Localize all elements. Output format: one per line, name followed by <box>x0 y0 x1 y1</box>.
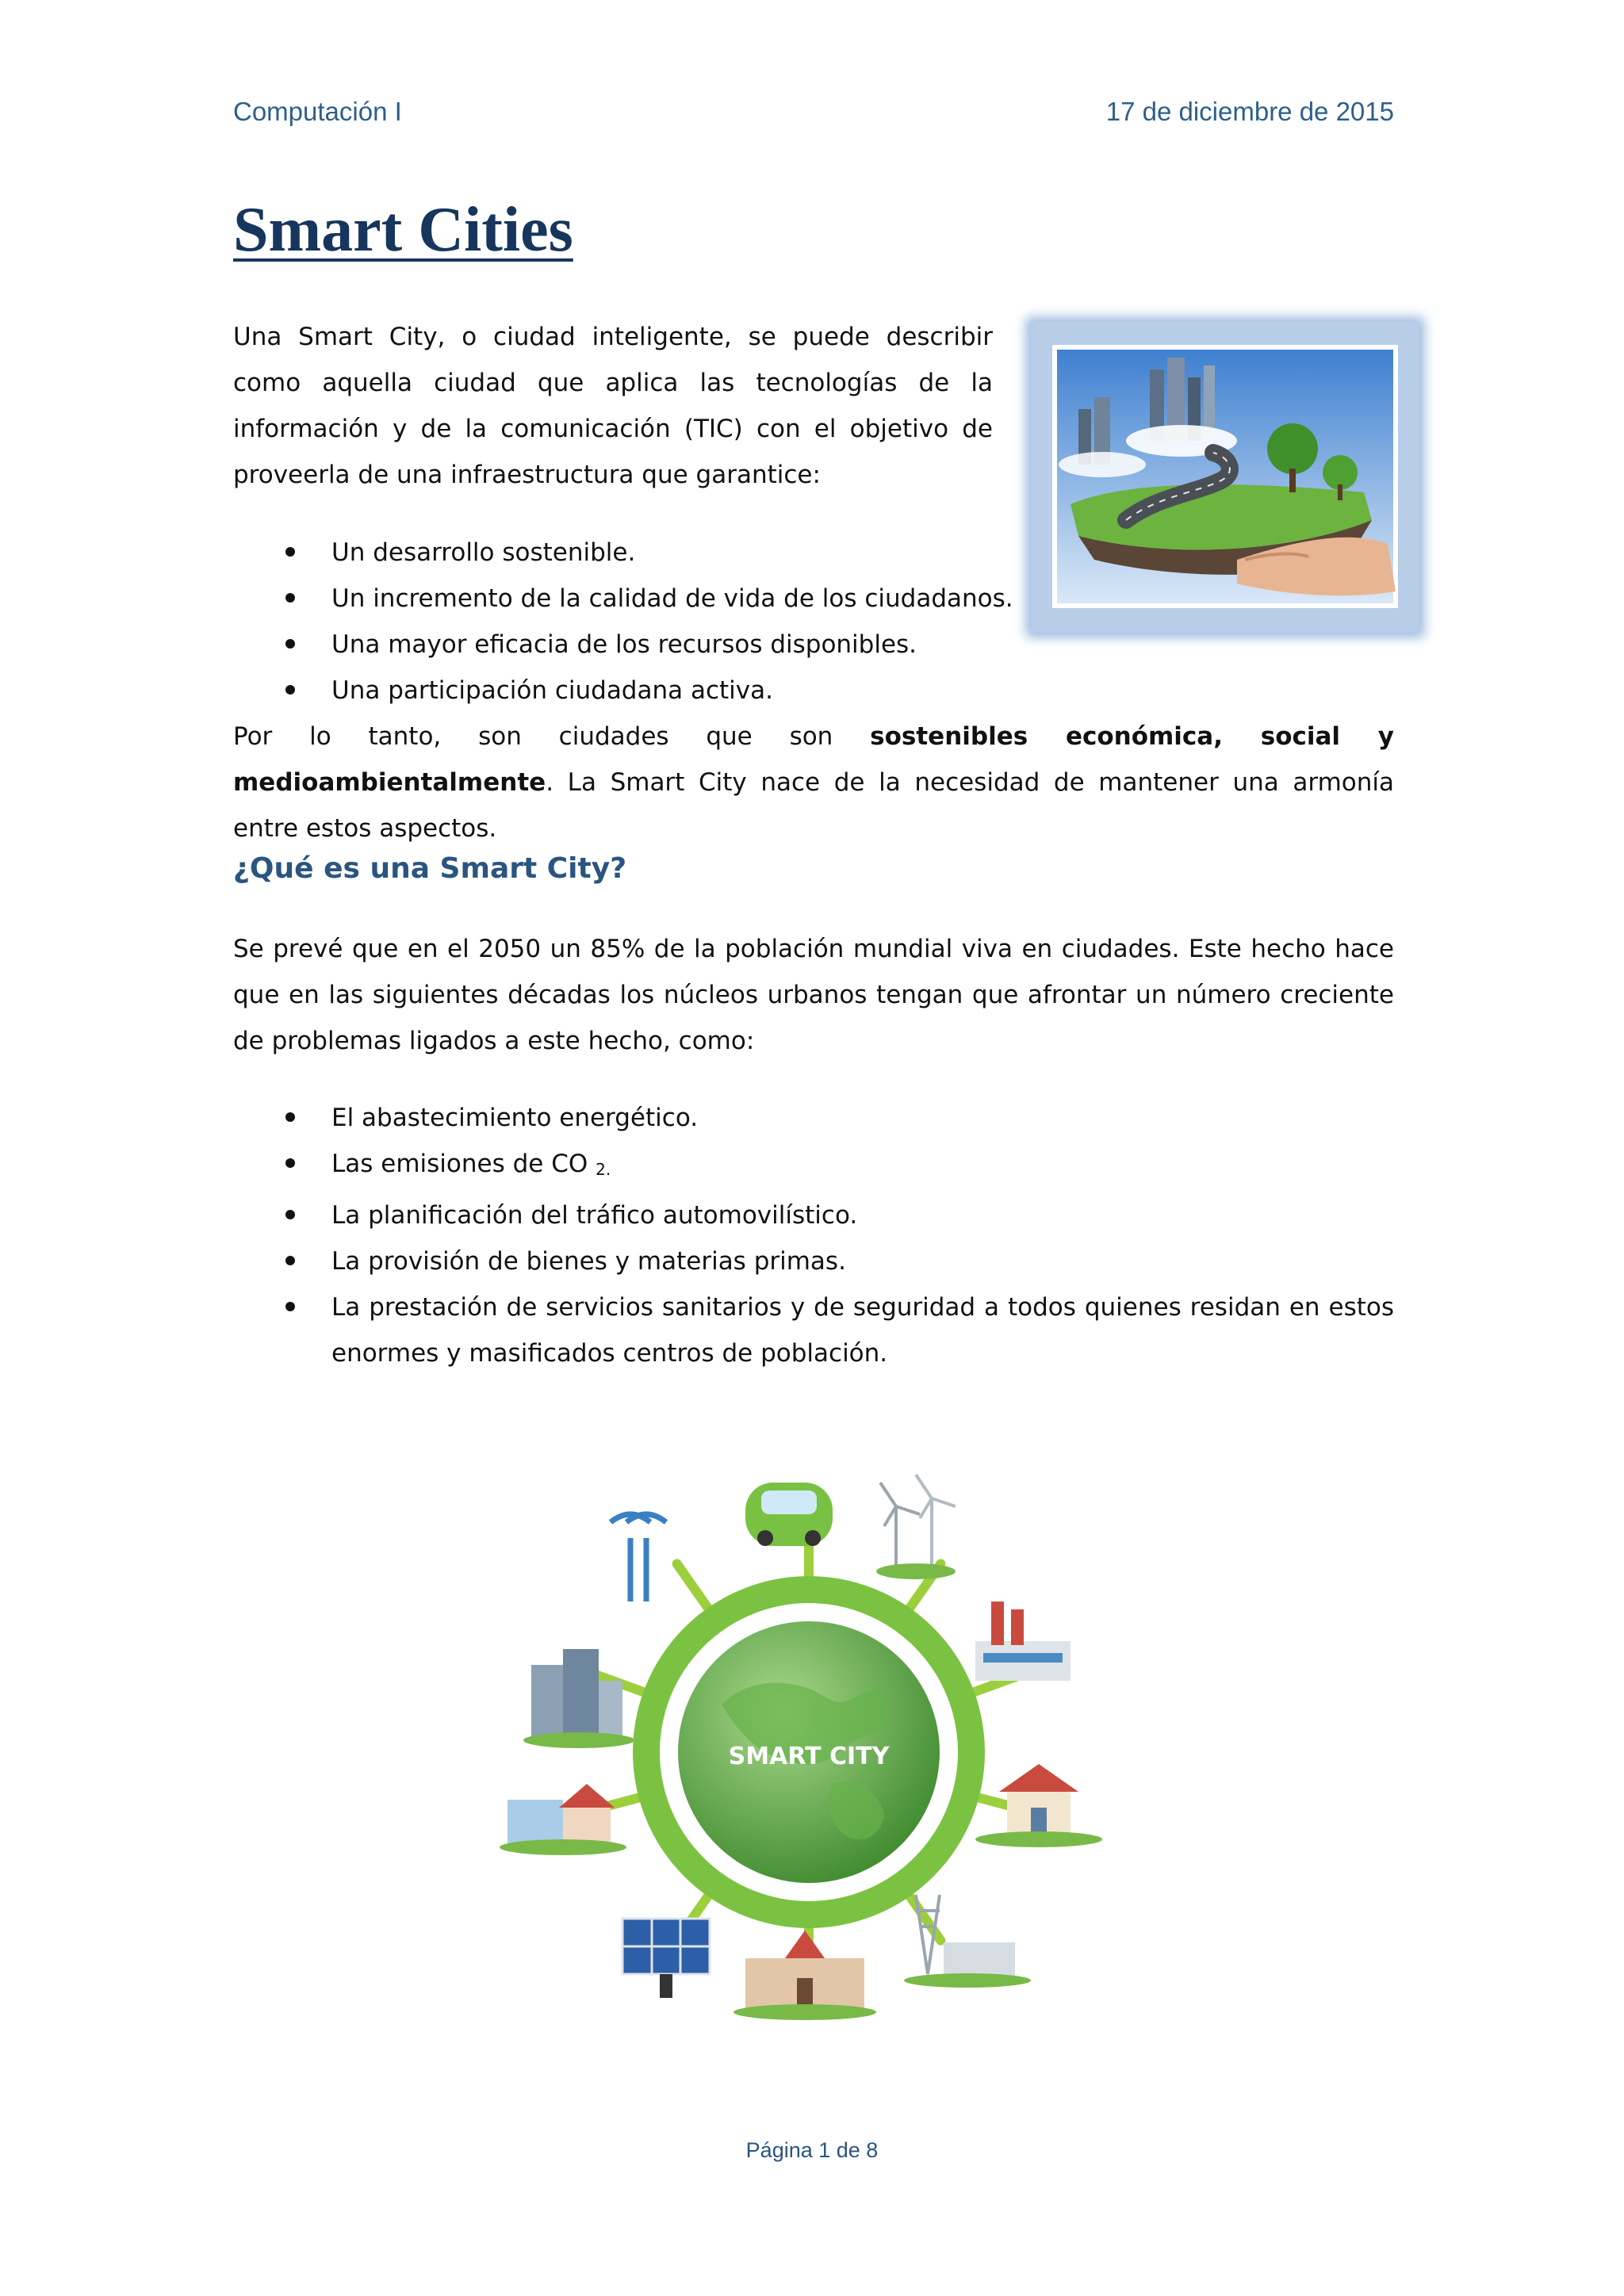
office-buildings-icon <box>523 1649 634 1748</box>
sustainability-paragraph: Por lo tanto, son ciudades que son sostenibles económica, social y medioambientalmente. La Smart City nace de la necesidad de mantener una armonía entre estos aspectos. <box>233 722 1395 843</box>
street-lamp-icon <box>611 1514 666 1601</box>
problems-list <box>233 1095 1394 1376</box>
bullet-icon <box>285 1302 295 1311</box>
list-item: Una mayor eficacia de los recursos disponibles. <box>233 622 1026 668</box>
bullet-icon <box>285 685 295 695</box>
section-heading: ¿Qué es una Smart City? <box>233 852 627 885</box>
smart-city-diagram <box>484 1451 1134 2038</box>
document-title: Smart Cities <box>233 195 573 265</box>
electric-car-icon <box>745 1483 833 1546</box>
smart-city-wheel <box>484 1451 1134 2038</box>
factory-icon <box>975 1601 1071 1681</box>
bullet-icon <box>285 547 295 557</box>
globe-label: SMART CITY <box>728 1743 890 1770</box>
header-course: Computación I <box>233 97 402 126</box>
page-header <box>233 97 1394 136</box>
shops-icon <box>500 1784 626 1855</box>
list-item: La planificación del tráfico automovilístico. <box>233 1192 1394 1238</box>
header-date: 17 de diciembre de 2015 <box>1105 97 1394 126</box>
school-building-icon <box>733 1931 876 2020</box>
smart-city-hand-photo <box>1031 322 1419 633</box>
bullet-icon <box>285 593 295 603</box>
subscript: 2. <box>596 1160 611 1179</box>
list-item: Las emisiones de CO $_{2.}$ <box>233 1141 1394 1192</box>
page-footer: Página 1 de 8 <box>745 2138 879 2162</box>
list-item: La provisión de bienes y materias primas. <box>233 1238 1394 1284</box>
solar-panel-icon <box>622 1919 710 1998</box>
bullet-icon <box>285 639 295 649</box>
list-item: Un incremento de la calidad de vida de los ciudadanos. <box>233 576 1026 622</box>
list-item: El abastecimiento energético. <box>233 1095 1394 1141</box>
bullet-icon <box>285 1158 295 1168</box>
bullet-icon <box>285 1112 295 1122</box>
hand-city-illustration <box>1031 322 1419 633</box>
bullet-icon <box>285 1256 295 1265</box>
benefits-list <box>233 530 1026 714</box>
list-item: La prestación de servicios sanitarios y de seguridad a todos quienes residan en estos enormes y masificados centros de población. <box>233 1284 1394 1376</box>
list-item: Un desarrollo sostenible. <box>233 530 1026 576</box>
population-paragraph: Se prevé que en el 2050 un 85% de la población mundial viva en ciudades. Este hecho hace que en las siguientes décadas los núcleos urbanos tengan que afrontar un número creciente de problemas ligados a este hecho, como: <box>233 935 1394 1055</box>
bullet-icon <box>285 1210 295 1219</box>
list-item: Una participación ciudadana activa. <box>233 668 1026 714</box>
bold-emphasis: sostenibles económica, social y medioambientalmente <box>233 722 1395 797</box>
wheel-spoke <box>677 1563 711 1612</box>
intro-paragraph: Una Smart City, o ciudad inteligente, se puede describir como aquella ciudad que aplica las tecnologías de la información y de la comunicación (TIC) con el objetivo de proveerla de una infraestructura que garantice: <box>233 323 993 489</box>
